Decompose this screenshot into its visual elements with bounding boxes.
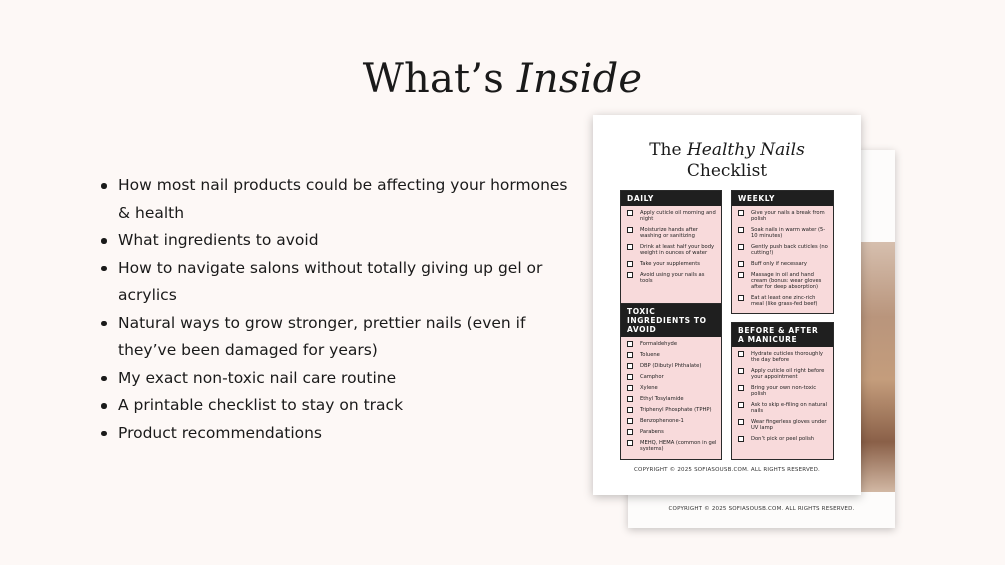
checkbox [627, 272, 633, 278]
nail-photo [859, 242, 895, 492]
list-item: Product recommendations [100, 420, 570, 448]
checklist-item: Give your nails a break from polish [738, 210, 829, 222]
checklist-item: Soak nails in warm water (5-10 minutes) [738, 227, 829, 239]
checkbox [627, 440, 633, 446]
checkbox [627, 352, 633, 358]
checklist-item: Wear fingerless gloves under UV lamp [738, 419, 829, 431]
checkbox [738, 351, 744, 357]
toxic-heading: TOXIC INGREDIENTS TO AVOID [621, 304, 721, 337]
checkbox [738, 295, 744, 301]
checkbox [738, 244, 744, 250]
checkbox [627, 418, 633, 424]
checklist-item: Xylene [627, 385, 717, 391]
checklist-item: Moisturize hands after washing or sanitizing [627, 227, 717, 239]
checkbox [627, 244, 633, 250]
checkbox [738, 419, 744, 425]
checklist-title-prefix: The [649, 140, 687, 160]
checkbox [627, 227, 633, 233]
checklist-item: Don’t pick or peel polish [738, 436, 829, 442]
checklist-item: Hydrate cuticles thoroughly the day before [738, 351, 829, 363]
title-regular: What’s [362, 56, 517, 102]
checklist-item: Apply cuticle oil right before your appointment [738, 368, 829, 380]
checklist-item: Avoid using your nails as tools [627, 272, 717, 284]
toxic-ingredients-box [620, 303, 722, 460]
checklist-item: Eat at least one zinc-rich meal (like grass-fed beef) [738, 295, 829, 307]
checkbox [738, 385, 744, 391]
checklist-item: Buff only if necessary [738, 261, 829, 267]
checklist-item: Take your supplements [627, 261, 717, 267]
checkbox [627, 429, 633, 435]
checklist-item: Camphor [627, 374, 717, 380]
checkbox [738, 261, 744, 267]
checklist-item: Bring your own non-toxic polish [738, 385, 829, 397]
checklist-item: DBP (Dibutyl Phthalate) [627, 363, 717, 369]
checklist-title-italic: Healthy Nails [686, 140, 805, 160]
checklist-item: Triphenyl Phosphate (TPHP) [627, 407, 717, 413]
checklist-item: Gently push back cuticles (no cutting!) [738, 244, 829, 256]
list-item: My exact non-toxic nail care routine [100, 365, 570, 393]
checkbox [627, 407, 633, 413]
weekly-heading: WEEKLY [732, 191, 833, 206]
checklist-item: Benzophenone-1 [627, 418, 717, 424]
checklist-item: Formaldehyde [627, 341, 717, 347]
checklist-title [593, 140, 861, 182]
list-item: Natural ways to grow stronger, prettier nails (even if they’ve been damaged for years) [100, 310, 570, 365]
checklist-item: Parabens [627, 429, 717, 435]
checklist-item: Drink at least half your body weight in ounces of water [627, 244, 717, 256]
checkbox [627, 374, 633, 380]
checkbox [738, 210, 744, 216]
daily-heading: DAILY [621, 191, 721, 206]
checkbox [738, 436, 744, 442]
checkbox [738, 272, 744, 278]
checkbox [627, 363, 633, 369]
checkbox [738, 368, 744, 374]
list-item: What ingredients to avoid [100, 227, 570, 255]
list-item: How to navigate salons without totally giving up gel or acrylics [100, 255, 570, 310]
checkbox [627, 396, 633, 402]
manicure-heading: BEFORE & AFTER A MANICURE [732, 323, 833, 347]
manicure-box [731, 322, 834, 460]
page-title [0, 56, 1005, 102]
checklist-item: Ask to skip e-filing on natural nails [738, 402, 829, 414]
checklist-item: Massage in oil and hand cream (bonus: wear gloves after for deep absorption) [738, 272, 829, 290]
list-item: How most nail products could be affecting your hormones & health [100, 172, 570, 227]
checkbox [738, 402, 744, 408]
checklist-title-line2: Checklist [686, 161, 768, 181]
checkbox [627, 385, 633, 391]
checklist-item: Apply cuticle oil morning and night [627, 210, 717, 222]
weekly-box [731, 190, 834, 314]
checkbox [738, 227, 744, 233]
checklist-page-preview [593, 115, 861, 495]
checklist-item: Toluene [627, 352, 717, 358]
list-item: A printable checklist to stay on track [100, 392, 570, 420]
checklist-item: Ethyl Tosylamide [627, 396, 717, 402]
checklist-copyright: COPYRIGHT © 2025 SOFIASOUSB.COM. ALL RIGHTS RESERVED. [634, 467, 820, 473]
title-italic: Inside [516, 56, 643, 102]
checkbox [627, 261, 633, 267]
inside-list [100, 172, 570, 447]
checklist-item: MEHQ, HEMA (common in gel systems) [627, 440, 717, 452]
checkbox [627, 341, 633, 347]
checkbox [627, 210, 633, 216]
back-page-copyright: COPYRIGHT © 2025 SOFIASOUSB.COM. ALL RIGHTS RESERVED. [668, 506, 855, 512]
